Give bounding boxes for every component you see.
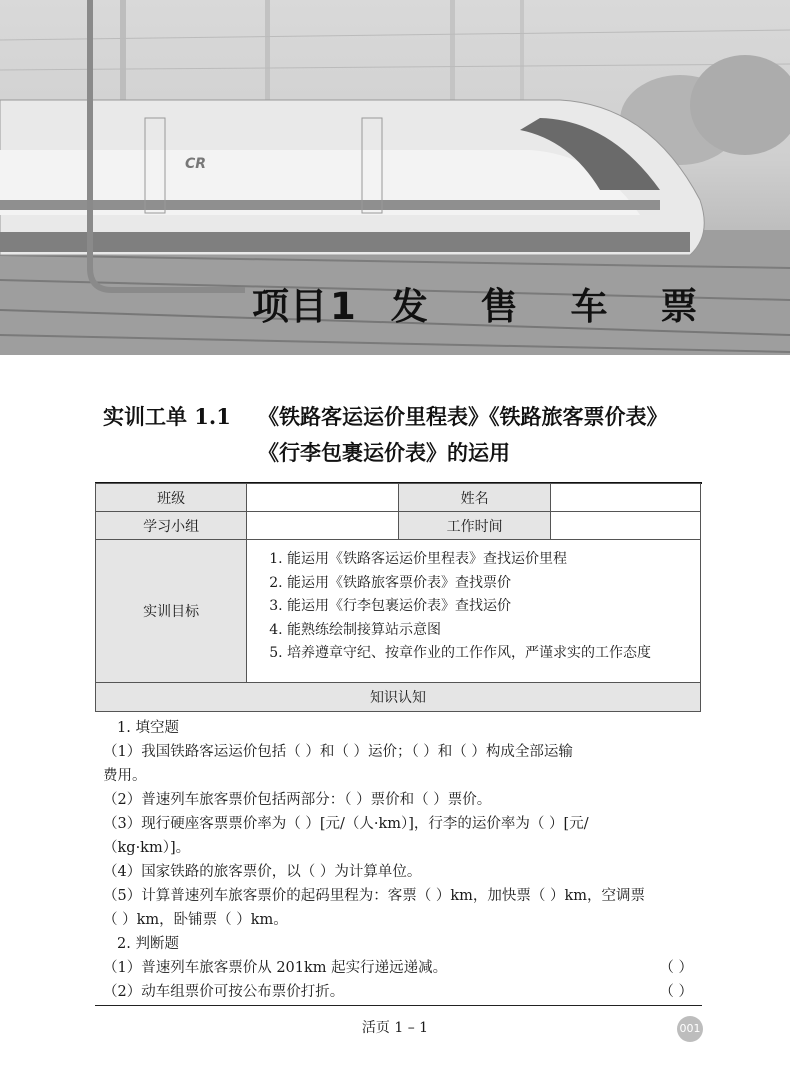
- bottom-rule: [95, 1005, 702, 1006]
- answer-blank[interactable]: （ ）: [659, 960, 693, 976]
- question-line: （ ）km，卧铺票（ ）km。: [103, 912, 288, 928]
- cr-logo: CR: [185, 156, 207, 172]
- table-row: [96, 683, 701, 712]
- work-time-field[interactable]: [551, 512, 701, 540]
- true-false-title: 2. 判断题: [117, 936, 179, 952]
- question-line: 费用。: [103, 768, 147, 784]
- class-label: 班级: [96, 484, 247, 512]
- worksheet-code: 实训工单 1.1: [103, 404, 231, 429]
- goal-item: 4. 能熟练绘制接算站示意图: [269, 621, 442, 638]
- group-label: 学习小组: [96, 512, 247, 540]
- name-field[interactable]: [551, 484, 701, 512]
- fill-blank-title: 1. 填空题: [117, 720, 179, 736]
- goals-list: [247, 540, 701, 683]
- goals-label: 实训目标: [96, 540, 247, 683]
- section-title: 知识认知: [96, 683, 701, 712]
- question-line: （2）动车组票价可按公布票价打折。: [103, 984, 345, 1000]
- project-label: 项目: [252, 285, 328, 328]
- class-field[interactable]: [247, 484, 399, 512]
- question-line: （3）现行硬座客票票价率为（ ）[元/（人·km）]，行李的运价率为（ ）[元/: [103, 816, 589, 832]
- goal-item: 3. 能运用《行李包裹运价表》查找运价: [269, 598, 512, 614]
- question-line: （kg·km）]。: [103, 840, 191, 856]
- worksheet-title-line1: 《铁路客运运价里程表》《铁路旅客票价表》: [258, 404, 668, 429]
- answer-blank[interactable]: （ ）: [659, 984, 693, 1000]
- work-time-label: 工作时间: [399, 512, 551, 540]
- question-line: （2）普速列车旅客票价包括两部分：（ ）票价和（ ）票价。: [103, 792, 492, 808]
- questions: [103, 716, 693, 1006]
- question-line: （4）国家铁路的旅客票价，以（ ）为计算单位。: [103, 864, 422, 880]
- name-label: 姓名: [399, 484, 551, 512]
- table-row: [96, 540, 701, 683]
- page-number-badge: 001: [677, 1016, 703, 1042]
- project-number: 1: [330, 285, 357, 328]
- question-line: （5）计算普速列车旅客票价的起码里程为：客票（ ）km，加快票（ ）km，空调票: [103, 888, 646, 904]
- page-footer: 活页 1 – 1: [361, 1020, 429, 1036]
- project-title: [252, 276, 717, 330]
- goal-item: 5. 培养遵章守纪、按章作业的工作作风，严谨求实的工作态度: [269, 645, 652, 661]
- worksheet-title-line2: 《行李包裹运价表》的运用: [258, 440, 510, 465]
- question-line: （1）我国铁路客运运价包括（ ）和（ ）运价；（ ）和（ ）构成全部运输: [103, 744, 573, 760]
- table-row: [96, 512, 701, 540]
- table-row: [96, 484, 701, 512]
- question-line: （1）普速列车旅客票价从 201km 起实行递远递减。: [103, 960, 448, 976]
- info-table: [95, 483, 701, 712]
- goal-item: 1. 能运用《铁路客运运价里程表》查找运价里程: [269, 551, 568, 567]
- goal-item: 2. 能运用《铁路旅客票价表》查找票价: [269, 574, 512, 591]
- group-field[interactable]: [247, 512, 399, 540]
- project-name: 发 售 车 票: [390, 285, 718, 328]
- header-banner: [0, 0, 790, 355]
